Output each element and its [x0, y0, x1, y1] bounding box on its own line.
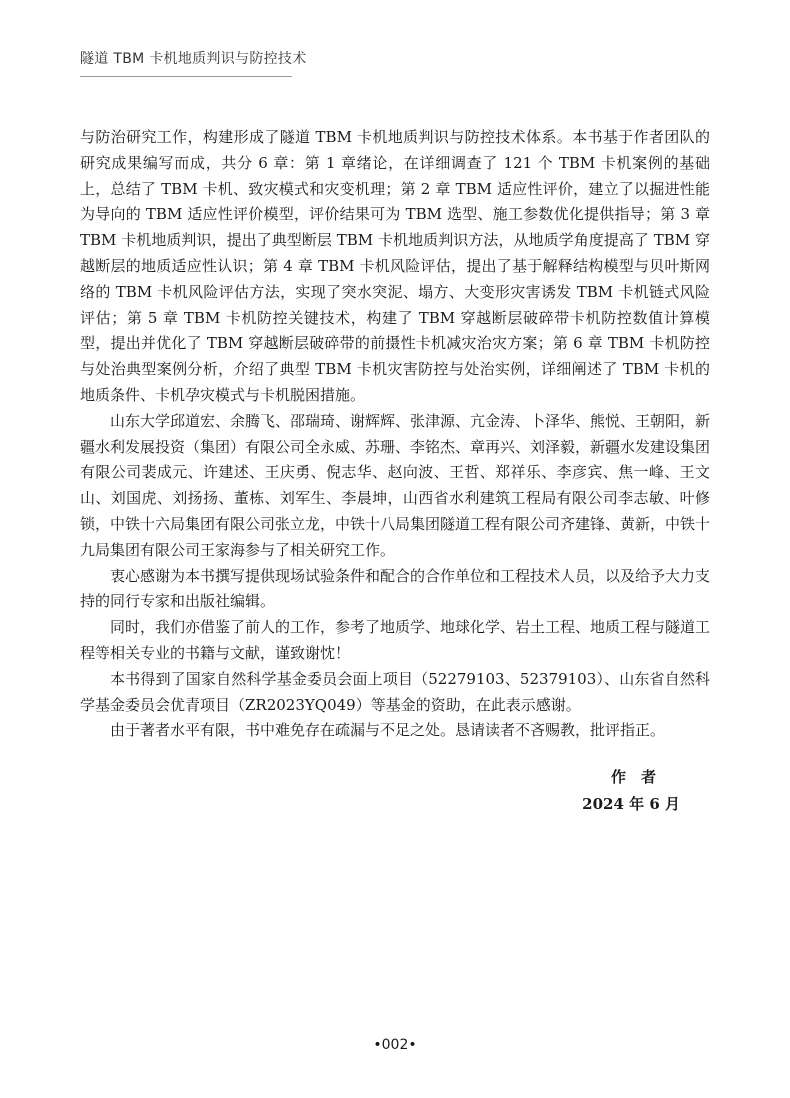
header-divider: [80, 76, 292, 77]
page-number: •002•: [373, 1037, 417, 1053]
paragraph-references: 同时，我们亦借鉴了前人的工作，参考了地质学、地球化学、岩土工程、地质工程与隧道工程等相关专业的书籍与文献，谨致谢忱！: [80, 618, 711, 662]
paragraph-thanks-partners: 衷心感谢为本书撰写提供现场试验条件和配合的合作单位和工程技术人员，以及给予大力支持的同行专家和出版社编辑。: [80, 566, 711, 611]
paragraph-contributors: 山东大学邱道宏、余腾飞、邵瑞琦、谢辉辉、张津源、亢金涛、卜泽华、熊悦、王朝阳，新疆水利发展投资（集团）有限公司全永威、苏珊、李铭杰、章再兴、刘泽毅，新疆水发建设集团有限公司裴成元、许建述、王庆勇、倪志华、赵向波、王哲、郑祥乐、李彦宾、焦一峰、王文山、刘国虎、刘扬扬、董栋、刘军生、李晨坤，山西省水利建筑工程局有限公司李志敏、叶修锁，中铁十六局集团有限公司张立龙，中铁十八局集团隧道工程有限公司齐建锋、黄新，中铁十九局集团有限公司王家海参与了相关研究工作。: [80, 411, 711, 559]
signature-block: [582, 764, 680, 818]
paragraph-continuation: 与防治研究工作，构建形成了隧道 TBM 卡机地质判识与防控技术体系。本书基于作者团队的研究成果编写而成，共分 6 章：第 1 章绪论，在详细调查了 121 个 TBM 卡机案例的基础上，总结了 TBM 卡机、致灾模式和灾变机理；第 2 章 TBM 适应性评价，建立了以掘进性能为导向的 TBM 适应性评价模型，评价结果可为 TBM 选型、施工参数优化提供指导；第 3 章 TBM 卡机地质判识，提出了典型断层 TBM 卡机地质判识方法，从地质学角度提高了 TBM 穿越断层的地质适应性认识；第 4 章 TBM 卡机风险评估，提出了基于解释结构模型与贝叶斯网络的 TBM 卡机风险评估方法，实现了突水突泥、塌方、大变形灾害诱发 TBM 卡机链式风险评估；第 5 章 TBM 卡机防控关键技术，构建了 TBM 穿越断层破碎带卡机防控数值计算模型，提出并优化了 TBM 穿越断层破碎带的前摄性卡机减灾治灾方案；第 6 章 TBM 卡机防控与处治典型案例分析，介绍了典型 TBM 卡机灾害防控与处治实例，详细阐述了 TBM 卡机的地质条件、卡机孕灾模式与卡机脱困措施。: [80, 128, 710, 404]
running-header-title: 隧道 TBM 卡机地质判识与防控技术: [80, 51, 307, 67]
preface-body: [80, 125, 710, 744]
paragraph-funding: 本书得到了国家自然科学基金委员会面上项目（52279103、52379103）、山东省自然科学基金委员会优青项目（ZR2023YQ049）等基金的资助，在此表示感谢。: [80, 669, 710, 714]
paragraph-closing: 由于著者水平有限，书中难免存在疏漏与不足之处。恳请读者不吝赐教，批评指正。: [110, 721, 666, 740]
signature-date: 2024 年 6 月: [582, 795, 680, 813]
signature-author: 作 者: [610, 768, 656, 786]
